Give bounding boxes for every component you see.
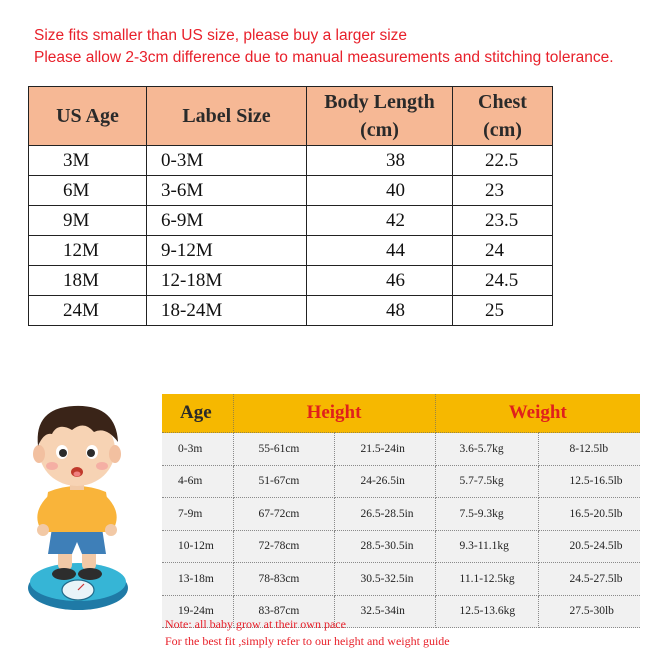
height-cm-cell: 51-67cm [233, 465, 334, 498]
table-row [29, 236, 553, 266]
weight-lb-cell: 27.5-30lb [538, 595, 640, 628]
label-size-cell: 0-3M [147, 146, 307, 176]
weight-kg-cell: 5.7-7.5kg [435, 465, 538, 498]
height-in-cell: 24-26.5in [334, 465, 435, 498]
weight-kg-cell: 11.1-12.5kg [435, 563, 538, 596]
growth-note: Note: all baby grow at their own pace [165, 617, 346, 631]
age-cell: 0-3m [162, 433, 233, 466]
table-row [162, 530, 640, 563]
weight-lb-cell: 8-12.5lb [538, 433, 640, 466]
height-in-cell: 26.5-28.5in [334, 498, 435, 531]
label-size-cell: 18-24M [147, 296, 307, 326]
body-length-cell: 44 [307, 236, 453, 266]
header-chest: Chest (cm) [453, 87, 553, 146]
size-chart-header-row [29, 87, 553, 146]
chest-cell: 23.5 [453, 206, 553, 236]
us-age-cell: 9M [29, 206, 147, 236]
us-age-cell: 18M [29, 266, 147, 296]
height-cm-cell: 78-83cm [233, 563, 334, 596]
table-row [162, 498, 640, 531]
age-cell: 7-9m [162, 498, 233, 531]
growth-chart-header-row [162, 394, 640, 433]
height-in-cell: 21.5-24in [334, 433, 435, 466]
label-size-cell: 9-12M [147, 236, 307, 266]
size-notice: Size fits smaller than US size, please buy a larger size [34, 27, 408, 44]
header-label-size: Label Size [147, 87, 307, 146]
table-row [29, 296, 553, 326]
growth-chart-table [162, 394, 640, 628]
height-cm-cell: 55-61cm [233, 433, 334, 466]
label-size-cell: 3-6M [147, 176, 307, 206]
header-weight: Weight [435, 394, 640, 433]
weight-kg-cell: 12.5-13.6kg [435, 595, 538, 628]
weight-kg-cell: 7.5-9.3kg [435, 498, 538, 531]
height-cm-cell: 83-87cm [233, 595, 334, 628]
body-length-cell: 40 [307, 176, 453, 206]
tolerance-notice: Please allow 2-3cm difference due to manual measurements and stitching tolerance. [34, 49, 614, 66]
size-chart-table [28, 86, 553, 326]
header-us-age: US Age [29, 87, 147, 146]
chest-cell: 22.5 [453, 146, 553, 176]
weight-kg-cell: 9.3-11.1kg [435, 530, 538, 563]
header-height: Height [233, 394, 435, 433]
table-row [29, 206, 553, 236]
label-size-cell: 12-18M [147, 266, 307, 296]
table-row [162, 465, 640, 498]
weight-lb-cell: 20.5-24.5lb [538, 530, 640, 563]
table-row [162, 433, 640, 466]
height-in-cell: 28.5-30.5in [334, 530, 435, 563]
us-age-cell: 6M [29, 176, 147, 206]
height-in-cell: 30.5-32.5in [334, 563, 435, 596]
height-in-cell: 32.5-34in [334, 595, 435, 628]
chest-cell: 24.5 [453, 266, 553, 296]
body-length-cell: 46 [307, 266, 453, 296]
age-cell: 13-18m [162, 563, 233, 596]
header-age: Age [162, 394, 233, 433]
body-length-cell: 48 [307, 296, 453, 326]
age-cell: 19-24m [162, 595, 233, 628]
weight-lb-cell: 12.5-16.5lb [538, 465, 640, 498]
height-cm-cell: 72-78cm [233, 530, 334, 563]
body-length-cell: 38 [307, 146, 453, 176]
weight-lb-cell: 24.5-27.5lb [538, 563, 640, 596]
height-cm-cell: 67-72cm [233, 498, 334, 531]
us-age-cell: 3M [29, 146, 147, 176]
us-age-cell: 24M [29, 296, 147, 326]
table-row [29, 146, 553, 176]
table-row [29, 176, 553, 206]
weight-lb-cell: 16.5-20.5lb [538, 498, 640, 531]
body-length-cell: 42 [307, 206, 453, 236]
weight-kg-cell: 3.6-5.7kg [435, 433, 538, 466]
chest-cell: 25 [453, 296, 553, 326]
table-row [162, 563, 640, 596]
age-cell: 4-6m [162, 465, 233, 498]
chest-cell: 23 [453, 176, 553, 206]
child-on-scale-illustration [14, 392, 144, 614]
chest-cell: 24 [453, 236, 553, 266]
age-cell: 10-12m [162, 530, 233, 563]
table-row [29, 266, 553, 296]
fit-guide-note: For the best fit ,simply refer to our height and weight guide [165, 634, 450, 648]
header-body-length: Body Length (cm) [307, 87, 453, 146]
us-age-cell: 12M [29, 236, 147, 266]
label-size-cell: 6-9M [147, 206, 307, 236]
